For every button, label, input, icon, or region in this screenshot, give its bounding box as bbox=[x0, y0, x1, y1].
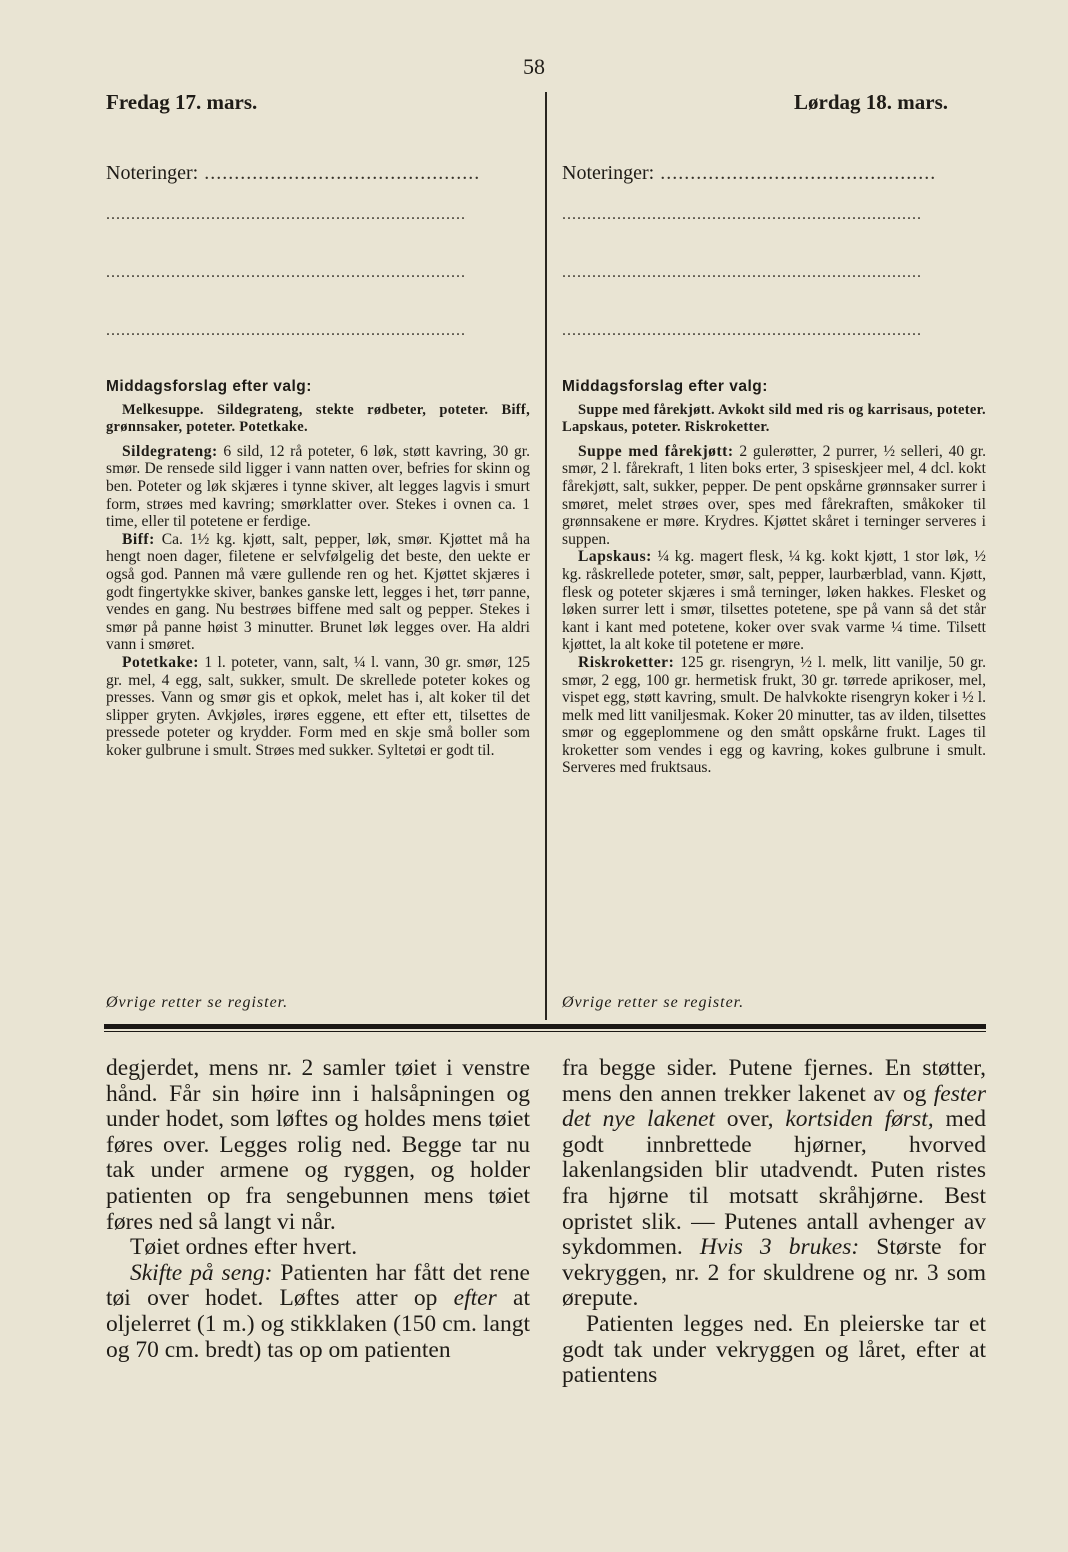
left-notes-area: Noteringer: .............................................. ........................................................................ ........................................................................ ........................................................................ bbox=[106, 160, 530, 360]
left-recipes bbox=[106, 378, 530, 759]
lower-right-text bbox=[562, 1056, 986, 1389]
page-number: 58 bbox=[523, 54, 545, 79]
lower-left-para-3: Skifte på seng: Patienten har fått det rene tøi over hodet. Løftes atter op efter at oljelerret (1 m.) og stikklaken (150 cm. langt og 70 cm. bredt) tas op om patienten bbox=[106, 1259, 530, 1363]
note-line: ........................................................................ bbox=[106, 264, 466, 281]
lower-left-text bbox=[106, 1056, 530, 1363]
section-rule-thin bbox=[104, 1031, 986, 1032]
right-menu: Suppe med fårekjøtt. Avkokt sild med ris og karrisaus, poteter. Lapskaus, poteter. Riskroketter. bbox=[562, 401, 986, 436]
section-rule bbox=[104, 1024, 986, 1029]
lower-left-para-1: degjerdet, mens nr. 2 samler tøiet i venstre hånd. Får sin høire inn i halsåpningen og under hodet, som løftes og holdes mens tøiet føres over. Legges rolig ned. Begge tar nu tak under armene og ryggen, og holder patienten op fra sengebunnen mens tøiet føres ned så langt vi når. bbox=[106, 1055, 530, 1235]
right-recipe-1: Suppe med fårekjøtt: 2 gulerøtter, 2 purrer, ½ selleri, 40 gr. smør, 2 l. fårekraft, 1 liten boks erter, 3 spiseskjeer mel, 4 dcl. kokt fårekjøtt, salt, sukker, pepper. De pent opskårne grønnsaker surrer i smøret, melet strøes over, spes med fårekraften, småkoker til grønnsakene er møre. Krydres. Kjøttet skåret i terninger serveres i suppen. bbox=[562, 442, 986, 548]
note-line: ........................................................................ bbox=[562, 264, 922, 281]
right-notes-label: Noteringer: bbox=[562, 162, 655, 184]
column-divider bbox=[545, 92, 547, 1020]
left-menu: Melkesuppe. Sildegrateng, stekte rødbeter, poteter. Biff, grønnsaker, poteter. Potetkake. bbox=[106, 401, 530, 436]
left-day-heading: Fredag 17. mars. bbox=[106, 90, 258, 114]
note-line: ........................................................................ bbox=[106, 206, 466, 223]
note-line: ........................................................................ bbox=[562, 206, 922, 223]
right-footer: Øvrige retter se register. bbox=[562, 994, 745, 1011]
right-notes-area: Noteringer: .............................................. ........................................................................ ........................................................................ ........................................................................ bbox=[562, 160, 986, 360]
right-recipes-heading: Middagsforslag efter valg: bbox=[562, 378, 768, 395]
lower-right-para-2: Patienten legges ned. En pleierske tar et godt tak under vekryggen og låret, efter at patientens bbox=[562, 1310, 986, 1389]
right-day-heading: Lørdag 18. mars. bbox=[794, 90, 948, 114]
note-line: ........................................................................ bbox=[562, 322, 922, 339]
left-recipe-1: Sildegrateng: 6 sild, 12 rå poteter, 6 løk, støtt kavring, 30 gr. smør. De rensede sild ligger i vann natten over, befries for skinn og ben. Poteter og løk skjæres i tynne skiver, alt legges lagvis i smurt form, strøes med kavring; smørklatter over. Stekes i ovnen ca. 1 time, eller til potetene er ferdige. bbox=[106, 442, 530, 531]
left-recipe-3: Potetkake: 1 l. poteter, vann, salt, ¼ l. vann, 30 gr. smør, 125 gr. mel, 4 egg, salt, sukker, smult. De skrellede poteter kokes og presses. Vann og smør gis et opkok, melet has i, alt koker til det slipper gryten. Avkjøles, irøres eggene, ett efter ett, tilsettes de pressede poteter og krydder. Form med en skje små boller som koker gulbrune i smult. Strøes med sukker. Syltetøi er godt til. bbox=[106, 653, 530, 759]
left-footer: Øvrige retter se register. bbox=[106, 994, 289, 1011]
left-notes-label: Noteringer: bbox=[106, 162, 199, 184]
lower-right-para-1: fra begge sider. Putene fjernes. En støtter, mens den annen trekker lakenet av og fester det nye lakenet over, kortsiden først, med godt innbrettede hjørner, hvorved lakenlangsiden blir utadvendt. Puten ristes fra hjørne til motsatt skråhjørne. Best opristet slik. — Putenes antall avhenger av sykdommen. Hvis 3 brukes: Største for vekryggen, nr. 2 for skuldrene og nr. 3 som ørepute. bbox=[562, 1055, 987, 1312]
right-recipe-3: Riskroketter: 125 gr. risengryn, ½ l. melk, litt vanilje, 50 gr. smør, 2 egg, 100 gr. hermetisk frukt, 30 gr. tørrede aprikoser, mel, vispet egg, støtt kavring, smult. De halvkokte risengryn koker i ½ l. melk med litt vaniljesmak. Koker 20 minutter, tas av ilden, tilsettes smør og eggeplommene og den smått opskårne frukt. Lages til kroketter som vendes i egg og kavring, kokes gulbrune i smult. Serveres med fruktsaus. bbox=[562, 653, 986, 777]
lower-left-para-2: Tøiet ordnes efter hvert. bbox=[130, 1234, 358, 1261]
right-recipes bbox=[562, 378, 986, 777]
note-line: ........................................................................ bbox=[106, 322, 466, 339]
left-recipe-2: Biff: Ca. 1½ kg. kjøtt, salt, pepper, løk, smør. Kjøttet må ha hengt noen dager, filetene er selvfølgelig det beste, den uekte er også god. Pannen må være gullende ren og het. Kjøttet skjæres i godt fingertykke skiver, bankes ganske lett, legges i het, tørr panne, vendes en gang. Nu bestrøes biffene med salt og pepper. Stekes i smør på panne høist 3 minutter. Brunet løk legges over. Ha aldri vann i smøret. bbox=[106, 530, 530, 654]
right-recipe-2: Lapskaus: ¼ kg. magert flesk, ¼ kg. kokt kjøtt, 1 stor løk, ½ kg. råskrellede poteter, smør, salt, pepper, laurbærblad, vann. Kjøtt, flesk og poteter skjæres i små terninger, løken hakkes. Flesket og løken surrer lett i smør, tilsettes potetene, spe på vann så det står kant i kant med potetene, koker over svak varme ¼ time. Tilsett kjøttet, la alt koke til potetene er møre. bbox=[562, 548, 986, 654]
left-recipes-heading: Middagsforslag efter valg: bbox=[106, 378, 312, 395]
